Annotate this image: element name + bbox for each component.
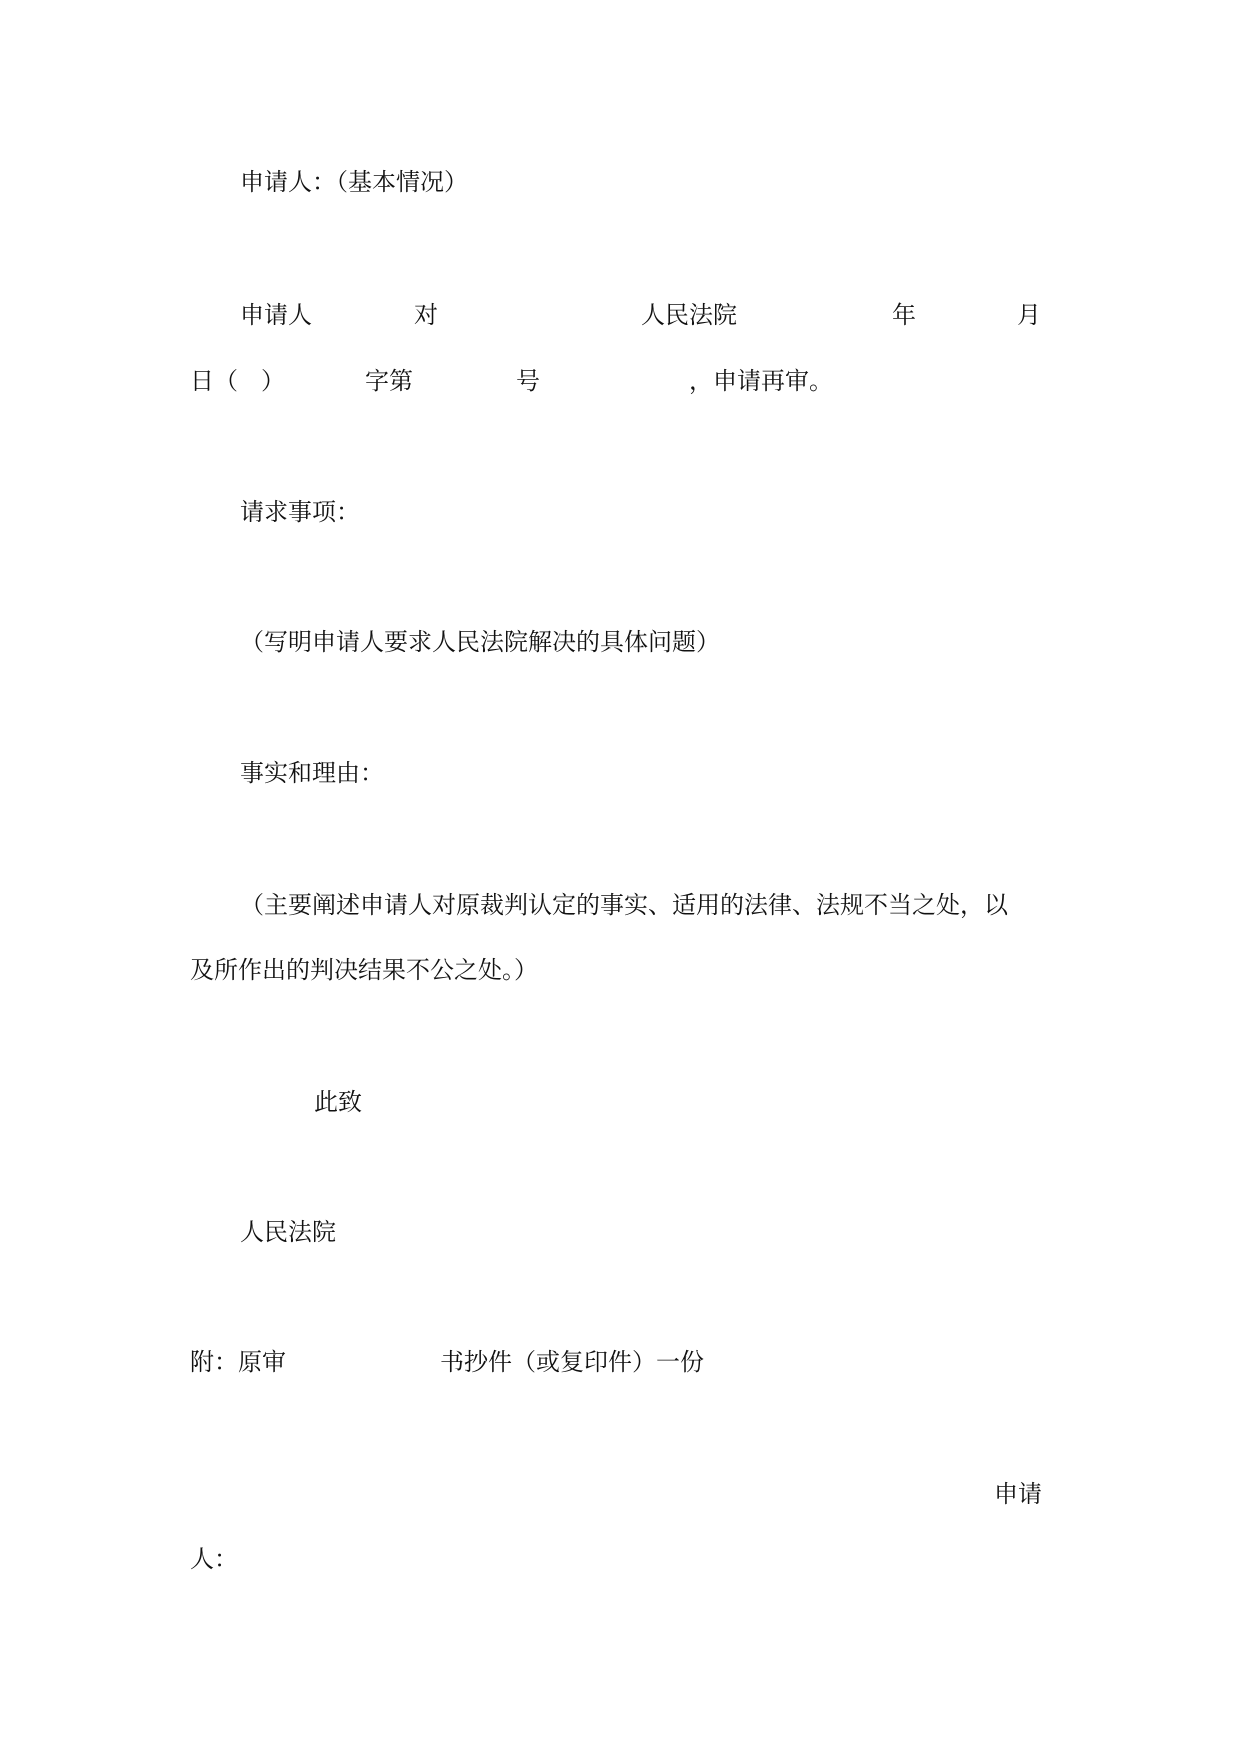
request-heading: 请求事项： <box>240 498 360 526</box>
attachment-suffix: 书抄件（或复印件）一份 <box>440 1348 704 1376</box>
line2-apply-retrial: ，申请再审。 <box>689 367 833 395</box>
salutation: 此致 <box>314 1088 362 1116</box>
applicant-info-line: 申请人：（基本情况） <box>240 168 468 196</box>
line2-zi-di: 字第 <box>365 367 413 395</box>
request-note: （写明申请人要求人民法院解决的具体问题） <box>240 628 720 656</box>
signature-line2: 人： <box>190 1545 238 1573</box>
line2-day: 日（ <box>190 367 238 395</box>
line1-dui: 对 <box>414 301 438 329</box>
line1-applicant: 申请人 <box>240 301 312 329</box>
line2-hao: 号 <box>516 367 540 395</box>
line1-month: 月 <box>1017 301 1041 329</box>
facts-note-line2: 及所作出的判决结果不公之处。） <box>190 956 538 984</box>
facts-heading: 事实和理由： <box>240 759 384 787</box>
recipient-court: 人民法院 <box>240 1218 336 1246</box>
line2-paren-close: ） <box>261 367 285 395</box>
attachment-prefix: 附：原审 <box>190 1348 286 1376</box>
signature-line1: 申请 <box>994 1480 1042 1508</box>
line1-court: 人民法院 <box>641 301 737 329</box>
facts-note-line1: （主要阐述申请人对原裁判认定的事实、适用的法律、法规不当之处，以 <box>240 891 1008 919</box>
line1-year: 年 <box>892 301 916 329</box>
